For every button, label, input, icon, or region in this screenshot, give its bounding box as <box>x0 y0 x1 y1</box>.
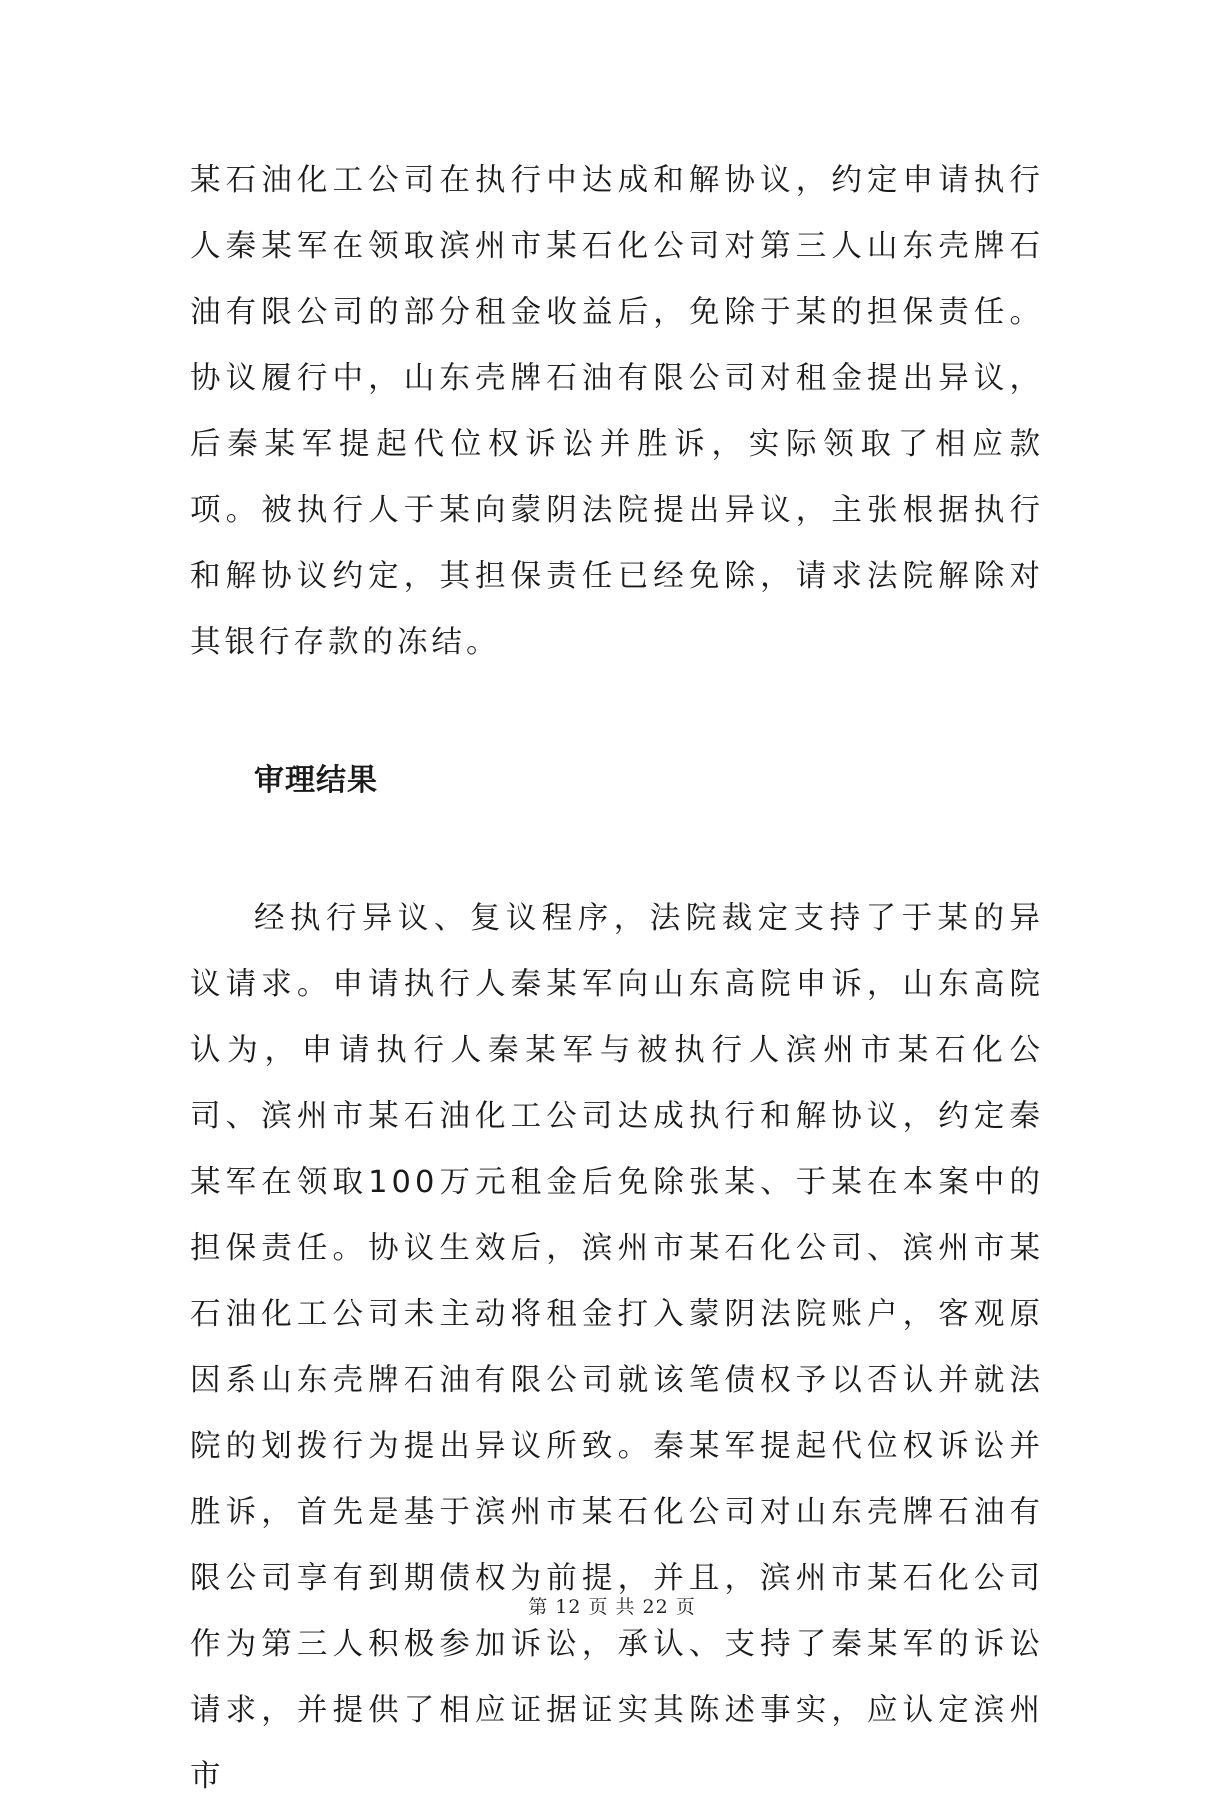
body-paragraph-1: 某石油化工公司在执行中达成和解协议，约定申请执行人秦某军在领取滨州市某石化公司对第三人山东壳牌石油有限公司的部分租金收益后，免除于某的担保责任。协议履行中，山东壳牌石油有限公司对租金提出异议，后秦某军提起代位权诉讼并胜诉，实际领取了相应款项。被执行人于某向蒙阴法院提出异议，主张根据执行和解协议约定，其担保责任已经免除，请求法院解除对其银行存款的冻结。 <box>190 163 1044 660</box>
page-footer: 第 12 页 共 22 页 <box>528 1596 696 1618</box>
document-body <box>190 148 1044 1810</box>
section-heading: 审理结果 <box>254 763 378 798</box>
body-paragraph-2: 经执行异议、复议程序，法院裁定支持了于某的异议请求。申请执行人秦某军向山东高院申诉，山东高院认为，申请执行人秦某军与被执行人滨州市某石化公司、滨州市某石油化工公司达成执行和解协议，约定秦某军在领取100万元租金后免除张某、于某在本案中的担保责任。协议生效后，滨州市某石化公司、滨州市某石油化工公司未主动将租金打入蒙阴法院账户，客观原因系山东壳牌石油有限公司就该笔债权予以否认并就法院的划拨行为提出异议所致。秦某军提起代位权诉讼并胜诉，首先是基于滨州市某石化公司对山东壳牌石油有限公司享有到期债权为前提，并且，滨州市某石化公司作为第三人积极参加诉讼，承认、支持了秦某军的诉讼请求，并提供了相应证据证实其陈述事实，应认定滨州市 <box>190 901 1044 1794</box>
